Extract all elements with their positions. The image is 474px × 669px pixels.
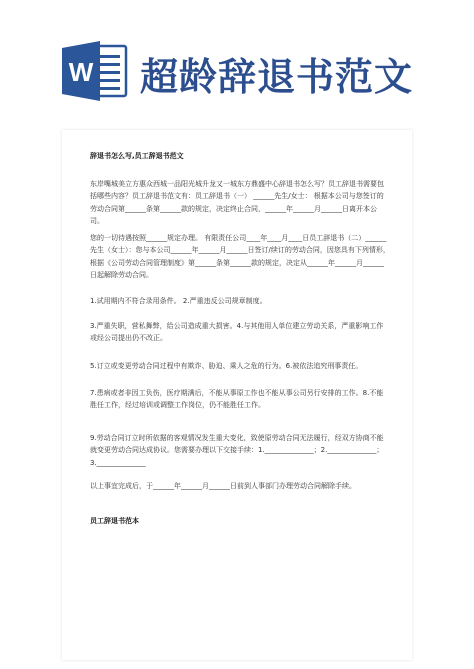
heading-2: 员工辞退书范本 [90,517,139,525]
paragraph-3: 1.试用期内不符合录用条件。 2.严重违反公司规章制度。 [90,297,267,305]
heading-1: 辞退书怎么写,员工辞退书范文 [90,152,184,160]
paragraph-7: 9.劳动合同订立时所依据的客观情况发生重大变化，致使原劳动合同无法履行，经双方协商不能就变更劳动合同达成协议。您需要办理以下交接手续：1.______________；2.______________；3.______________ [90,434,384,467]
word-icon [60,40,128,102]
paragraph-8: 以上事宜完成后，于______年______月______日前到人事部门办理劳动合同解除手续。 [90,482,356,490]
paragraph-1: 东岸嘴城美立方惠众西城一品阳光城升龙又一城东方鼎盛中心辞退书怎么写？员工辞退书需要包括哪些内容？员工辞退书范文有：员工辞退书（一） ______先生/女士： 根据本公司与您签订的劳动合同第______条第______款的规定，决定终止合同，______年______月______日离开本公司。 [90,180,384,226]
paragraph-6: 7.患病或者非因工负伤，医疗期满后，不能从事原工作也不能从事公司另行安排的工作。8.不能胜任工作，经过培训或调整工作岗位，仍不能胜任工作。 [90,389,384,410]
paragraph-2: 您的一切待遇按照______规定办理。 有限责任公司____年____月____日员工辞退书（二）______先生（女士）：您与本公司______年______月______日签订/续订的劳动合同，因您具有下列情形，根据《公司劳动合同管理制度》第______条第______款的规定，决定从______年______月______日起解除劳动合同。 [90,234,390,280]
paragraph-5: 5.订立或变更劳动合同过程中有欺诈、胁迫、乘人之危的行为。6.被依法追究刑事责任。 [90,362,363,370]
paragraph-4: 3.严重失职，营私舞弊，给公司造成重大损害。4.与其他用人单位建立劳动关系，严重影响工作或经公司提出仍不改正。 [90,322,384,343]
word-logo-letter: W [68,57,94,87]
page-title: 超龄辞退书范文 [140,54,414,99]
banner [0,0,474,132]
